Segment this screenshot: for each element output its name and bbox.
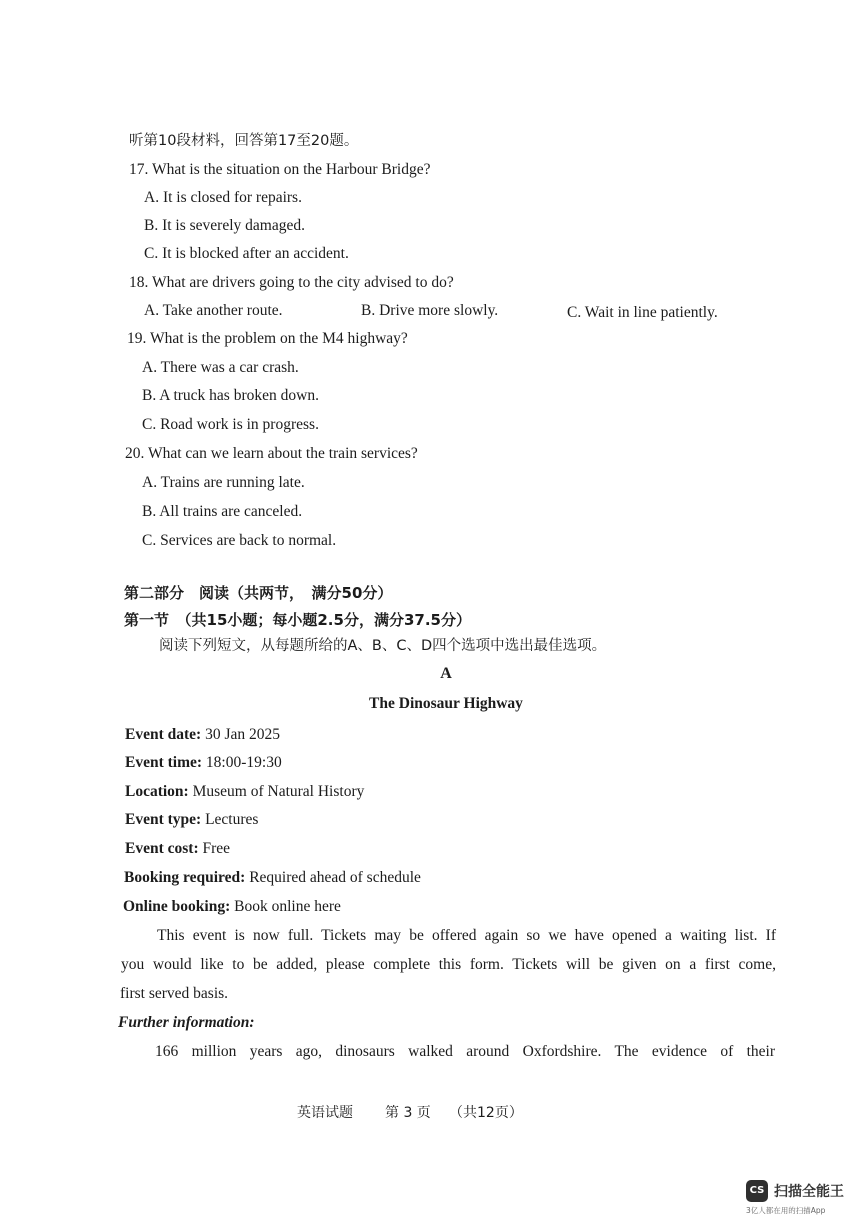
event-cost-row <box>125 839 230 859</box>
watermark-tagline: 3亿人都在用的扫描App <box>746 1206 826 1215</box>
question-18-option-b: B. Drive more slowly. <box>361 302 499 319</box>
event-cost-label: Event cost: <box>125 840 199 857</box>
question-17-option-c: C. It is blocked after an accident. <box>144 245 349 262</box>
paragraph-2-line-1: 166 million years ago, dinosaurs walked around Oxfordshire. The evidence of their <box>155 1043 775 1060</box>
reading-part-title: 第二部分 阅读（共两节， 满分50分） <box>124 584 393 602</box>
event-type-label: Event type: <box>125 811 202 828</box>
location-row <box>125 782 364 802</box>
online-booking-row <box>123 897 341 917</box>
online-booking-label: Online booking: <box>123 898 231 915</box>
footer-subject: 英语试题 <box>297 1105 353 1121</box>
location-value: Museum of Natural History <box>192 783 365 800</box>
question-17-option-b: B. It is severely damaged. <box>144 217 305 234</box>
passage-letter: A <box>440 665 452 682</box>
event-date-value: 30 Jan 2025 <box>205 726 280 743</box>
booking-required-label: Booking required: <box>124 869 246 886</box>
question-17-stem: 17. What is the situation on the Harbour Bridge? <box>129 161 431 178</box>
event-cost-value: Free <box>202 840 231 857</box>
listening-instruction: 听第10段材料，回答第17至20题。 <box>129 133 359 149</box>
question-20-option-a: A. Trains are running late. <box>142 474 305 491</box>
online-booking-value: Book online here <box>234 898 341 915</box>
event-type-row <box>125 810 258 830</box>
location-label: Location: <box>125 783 189 800</box>
question-19-option-c: C. Road work is in progress. <box>142 416 319 433</box>
paragraph-1-line-1: This event is now full. Tickets may be offered again so we have opened a waiting list. If <box>157 927 776 944</box>
question-17-option-a: A. It is closed for repairs. <box>144 189 302 206</box>
footer-total: （共12页） <box>449 1105 523 1121</box>
reading-section-title: 第一节 （共15小题；每小题2.5分，满分37.5分） <box>124 611 471 629</box>
footer-page: 第 3 页 <box>385 1105 431 1121</box>
watermark-app-name: 扫描全能王 <box>774 1184 844 1200</box>
question-20-stem: 20. What can we learn about the train services? <box>125 445 418 462</box>
question-19-stem: 19. What is the problem on the M4 highway? <box>127 330 408 347</box>
further-information-heading: Further information: <box>118 1014 255 1031</box>
passage-title: The Dinosaur Highway <box>369 695 523 712</box>
camscanner-logo-icon: CS <box>746 1180 768 1202</box>
event-date-row <box>125 725 280 745</box>
paragraph-1-line-2: you would like to be added, please complete this form. Tickets will be given on a first come, <box>121 956 776 973</box>
booking-required-row <box>124 868 421 888</box>
event-time-row <box>125 753 282 773</box>
question-19-option-b: B. A truck has broken down. <box>142 387 319 404</box>
question-18-option-a: A. Take another route. <box>144 302 283 319</box>
question-20-option-b: B. All trains are canceled. <box>142 503 303 520</box>
paragraph-1-line-3: first served basis. <box>120 985 229 1002</box>
question-18-option-c: C. Wait in line patiently. <box>567 304 718 321</box>
event-date-label: Event date: <box>125 726 202 743</box>
question-20-option-c: C. Services are back to normal. <box>142 532 337 549</box>
event-time-label: Event time: <box>125 754 203 771</box>
question-19-option-a: A. There was a car crash. <box>142 359 299 376</box>
scanner-watermark <box>746 1180 850 1216</box>
event-type-value: Lectures <box>205 811 259 828</box>
question-18-stem: 18. What are drivers going to the city advised to do? <box>129 274 454 291</box>
event-time-value: 18:00-19:30 <box>205 754 282 771</box>
reading-instruction: 阅读下列短文，从每题所给的A、B、C、D四个选项中选出最佳选项。 <box>159 638 607 654</box>
booking-required-value: Required ahead of schedule <box>249 869 421 886</box>
